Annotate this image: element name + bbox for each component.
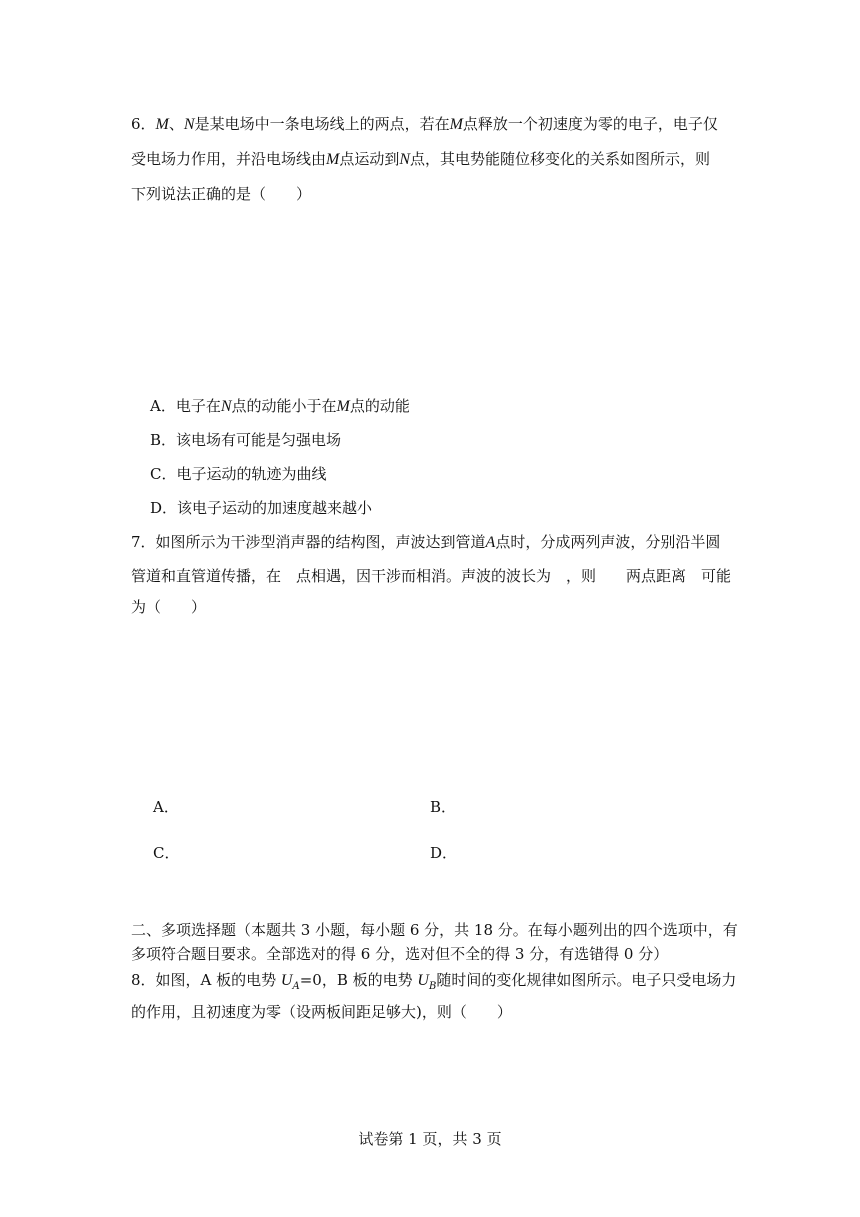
- q6-option-c: C．电子运动的轨迹为曲线: [150, 465, 327, 483]
- q7-stem-line-3: 为（ ）: [131, 598, 207, 616]
- q6-stem-line-2: 受电场力作用，并沿电场线由M点运动到N点，其电势能随位移变化的关系如图所示，则: [131, 150, 711, 168]
- q7-option-d: D．: [430, 844, 458, 862]
- q7-option-c: C．: [153, 844, 180, 862]
- q6-option-d: D．该电子运动的加速度越来越小: [150, 499, 373, 517]
- q6-option-b: B．该电场有可能是匀强电场: [150, 431, 342, 449]
- page-footer: 试卷第 1 页，共 3 页: [358, 1130, 502, 1148]
- q7-option-b: B．: [430, 798, 457, 816]
- q7-stem-line-1: 7．如图所示为干涉型消声器的结构图，声波达到管道A点时，分成两列声波，分别沿半圆: [131, 533, 721, 551]
- q6-stem-line-1: 6．M、N是某电场中一条电场线上的两点，若在M点释放一个初速度为零的电子，电子仅: [131, 115, 718, 133]
- q8-stem-line-1: 8．如图，A 板的电势 $U_A=0$，B 板的电势 $U_B$随时间的变化规律如图所示。电子只受电场力: [131, 971, 737, 992]
- q7-option-a: A．: [153, 798, 179, 816]
- section-2-heading-line-1: 二、多项选择题（本题共 3 小题，每小题 6 分，共 18 分。在每小题列出的四个选项中，有: [131, 921, 738, 939]
- q6-stem-line-3: 下列说法正确的是（ ）: [131, 185, 312, 203]
- q6-option-a: A．电子在N点的动能小于在M点的动能: [150, 397, 410, 415]
- section-2-heading-line-2: 多项符合题目要求。全部选对的得 6 分，选对但不全的得 3 分，有选错得 0 分）: [131, 945, 669, 963]
- q7-stem-line-2: 管道和直管道传播，在 点相遇，因干涉而相消。声波的波长为 ，则 两点距离 可能: [131, 567, 732, 585]
- q8-stem-line-2: 的作用，且初速度为零（设两板间距足够大)，则（ ）: [131, 1003, 512, 1021]
